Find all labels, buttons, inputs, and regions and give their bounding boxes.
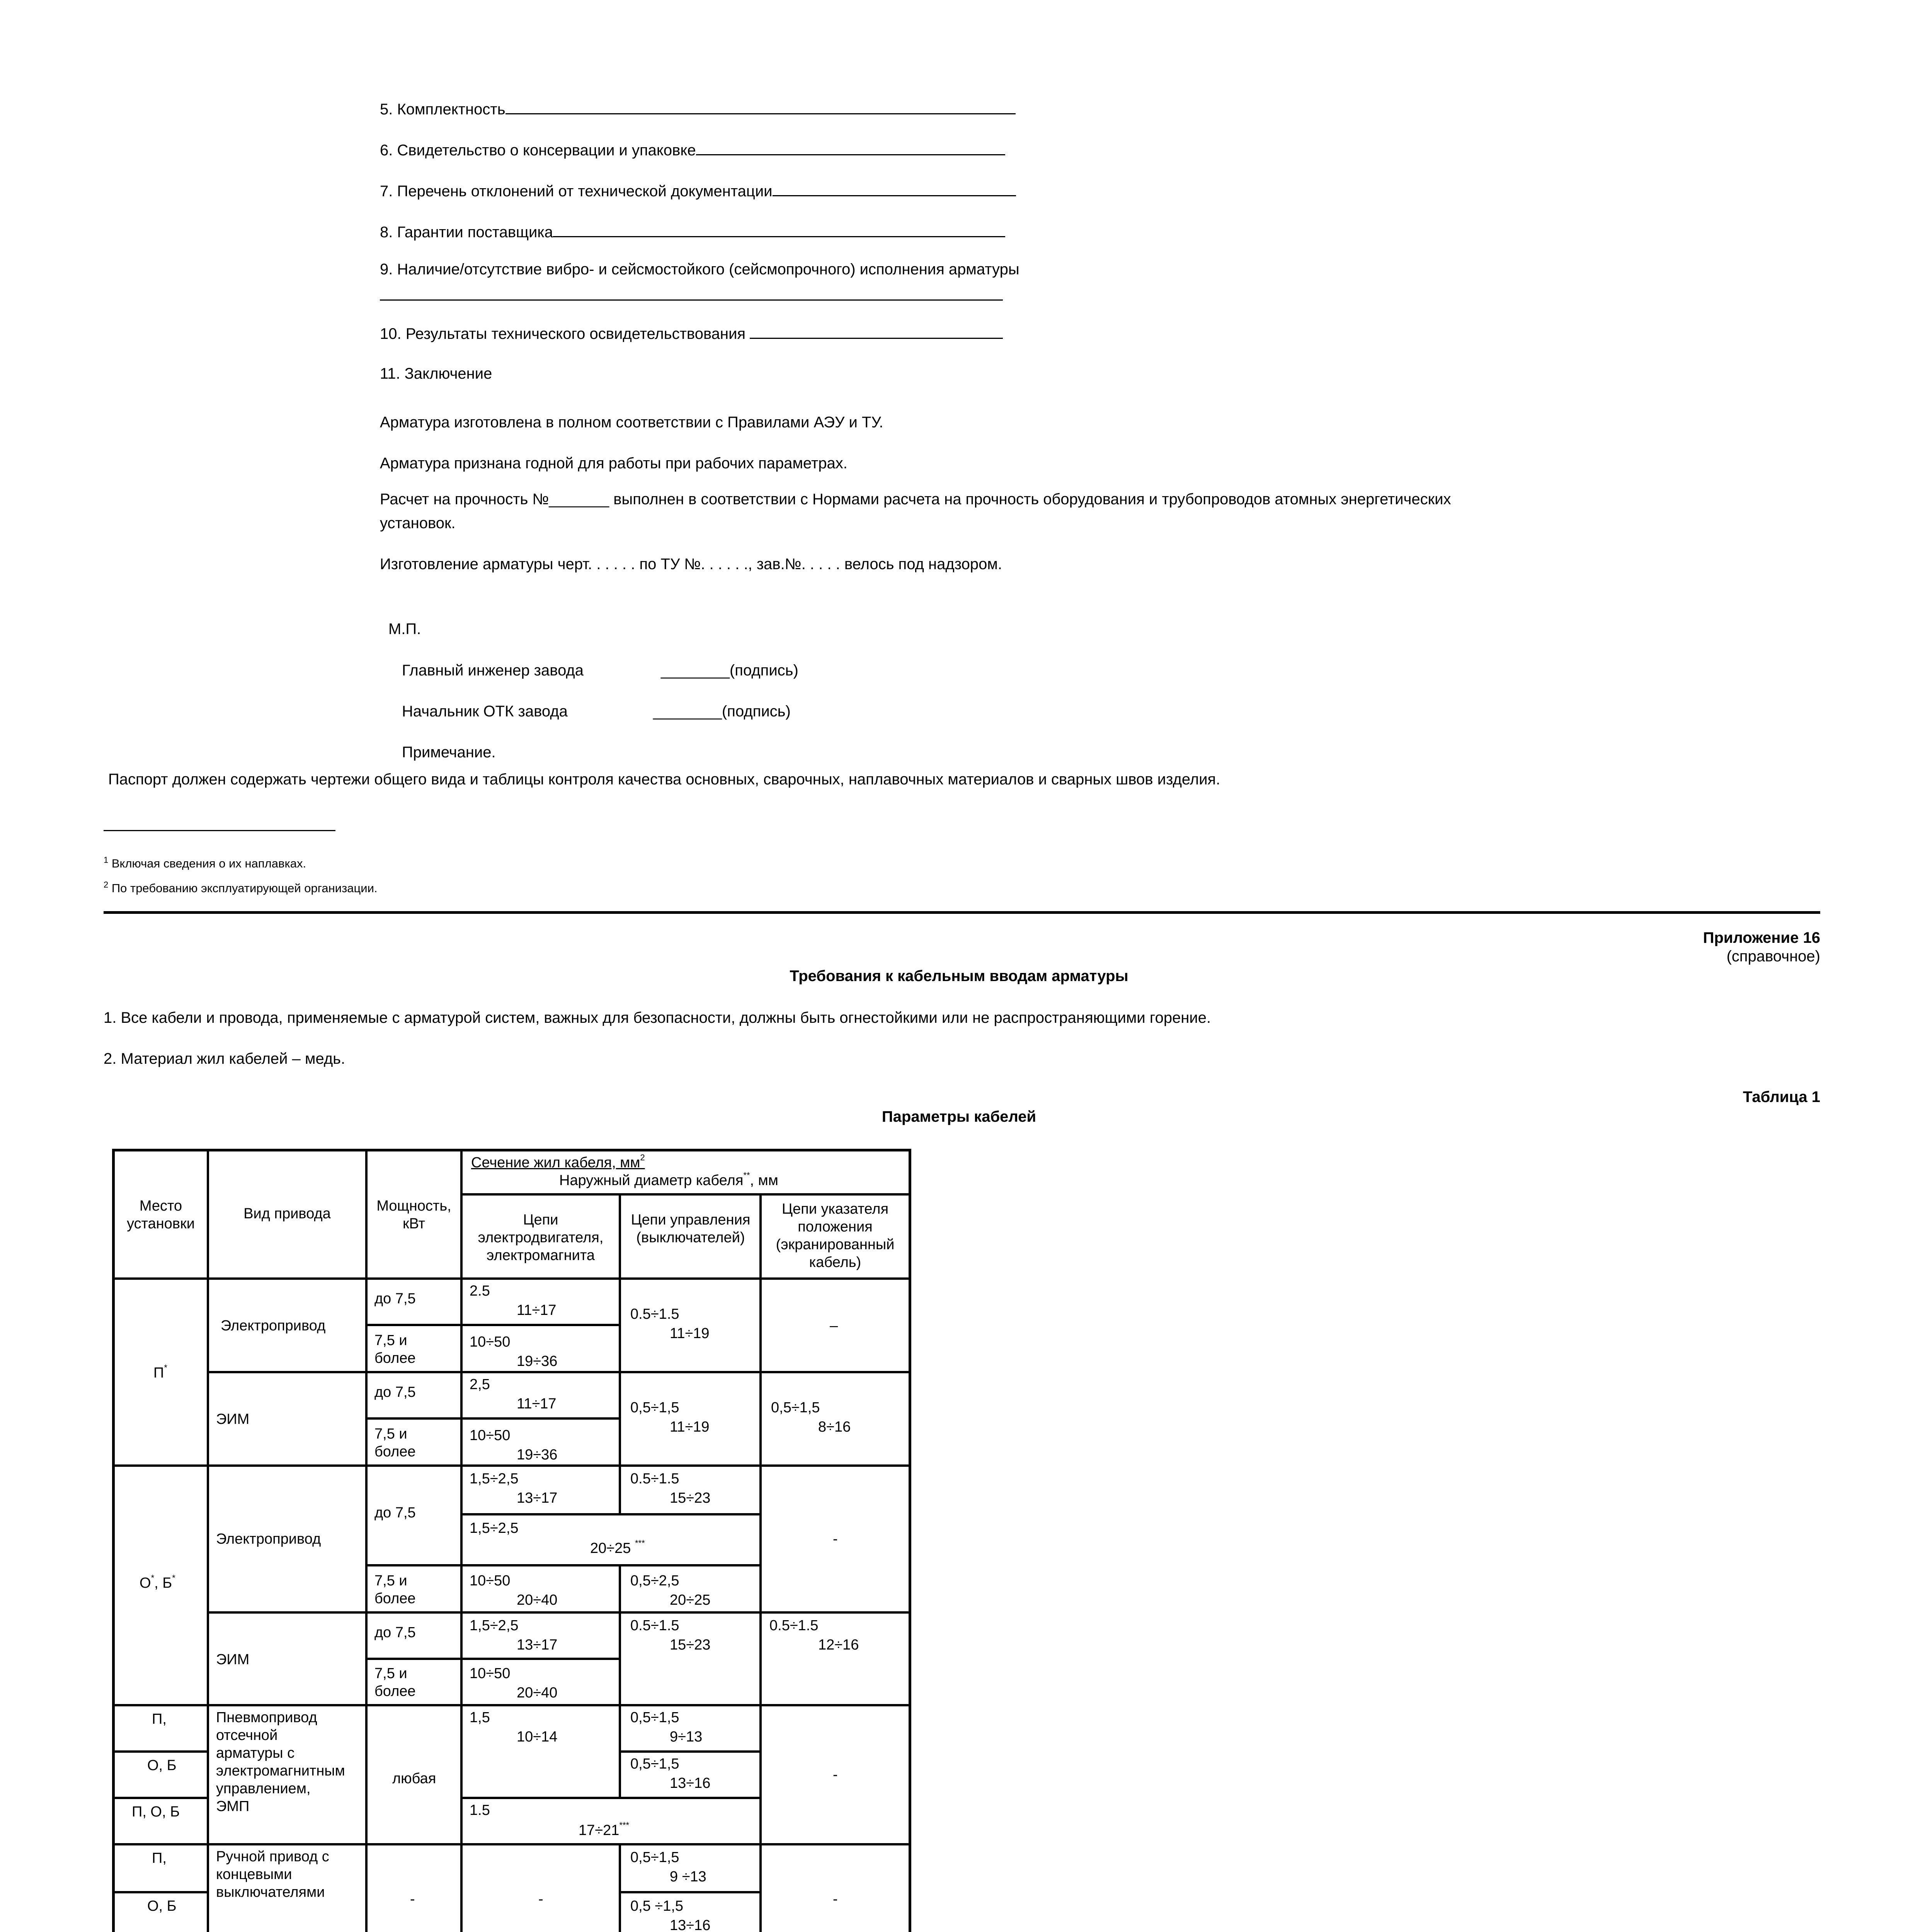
passport-note: Паспорт должен содержать чертежи общего вида и таблицы контроля качества основных, сварочных, наплавочных материалов и сварных швов изделия. — [108, 771, 1220, 788]
header-control-circuits: Цепи управления (выключателей) — [620, 1194, 761, 1279]
header-drive: Вид привода — [208, 1150, 366, 1279]
place-p: П* — [114, 1279, 208, 1466]
item-10: 10. Результаты технического освидетельствования — [380, 324, 1003, 343]
control-cell: 0,5 ÷1,5 13÷16 — [620, 1892, 761, 1932]
motor-cell: 2,5 11÷17 — [461, 1372, 620, 1418]
place-o-b: О*, Б* — [114, 1466, 208, 1705]
drive-eim: ЭИМ — [208, 1372, 366, 1466]
motor-cell: 10÷50 19÷36 — [461, 1325, 620, 1372]
combined-cable-cell: 1,5÷2,5 20÷25 *** — [461, 1514, 761, 1565]
indicator-cell: 0.5÷1.5 12÷16 — [761, 1612, 910, 1705]
chief-engineer-label: Главный инженер завода — [402, 662, 584, 679]
motor-cell: 10÷50 20÷40 — [461, 1565, 620, 1612]
cable-parameters-table — [112, 1149, 911, 1932]
header-section: Сечение жил кабеля, $мм^2$ Наружный диаметр кабеля**, мм — [461, 1150, 910, 1194]
power-cell: до 7,5 — [366, 1279, 461, 1325]
place-cell: О, Б — [114, 1752, 208, 1798]
header-power: Мощность, кВт — [366, 1150, 461, 1279]
footnote-1: $^1$ Включая сведения о их наплавках. — [104, 855, 306, 870]
power-cell: 7,5 и более — [366, 1659, 461, 1705]
fill-line[interactable] — [696, 140, 1005, 155]
place-cell: П, — [114, 1844, 208, 1892]
item-11: 11. Заключение — [380, 365, 492, 382]
place-cell: П, — [114, 1705, 208, 1752]
note-label: Примечание. — [402, 744, 496, 761]
fill-line[interactable] — [380, 299, 1003, 301]
otk-head-signature[interactable]: ________(подпись) — [653, 703, 791, 720]
conclusion-line-4: Изготовление арматуры черт. . . . . . по ТУ №. . . . . ., зав.№. . . . . велось под надзором. — [380, 556, 1002, 573]
fill-line[interactable] — [773, 181, 1016, 196]
indicator-cell: - — [761, 1466, 910, 1612]
control-cell: 0,5÷1,5 11÷19 — [620, 1372, 761, 1466]
indicator-cell: - — [761, 1844, 910, 1932]
combined-cable-cell: 1.5 17÷21*** — [461, 1798, 761, 1844]
item-8: 8. Гарантии поставщика — [380, 222, 1005, 242]
otk-head-label: Начальник ОТК завода — [402, 703, 568, 720]
drive-electric: Электропривод — [208, 1466, 366, 1612]
section-divider — [104, 911, 1820, 914]
motor-cell: 2.5 11÷17 — [461, 1279, 620, 1325]
power-cell: 7,5 и более — [366, 1565, 461, 1612]
fill-line[interactable] — [553, 222, 1005, 237]
item-9: 9. Наличие/отсутствие вибро- и сейсмостойкого (сейсмопрочного) исполнения арматуры — [380, 261, 1019, 278]
footnote-divider — [104, 830, 335, 831]
indicator-cell: - — [761, 1705, 910, 1844]
drive-pneumo: Пневмопривод отсечной арматуры с электромагнитным управлением, ЭМП — [208, 1705, 366, 1844]
drive-eim: ЭИМ — [208, 1612, 366, 1705]
appendix-16-heading: Требования к кабельным вводам арматуры — [790, 968, 1128, 985]
item-6: 6. Свидетельство о консервации и упаковке — [380, 140, 1005, 160]
control-cell: 0,5÷1,5 9 ÷13 — [620, 1844, 761, 1892]
table-label: Таблица 1 — [1743, 1088, 1820, 1105]
power-cell: до 7,5 — [366, 1466, 461, 1565]
appendix-16-title: Приложение 16 — [1703, 929, 1820, 946]
fill-line[interactable] — [750, 324, 1003, 339]
header-place: Место установки — [114, 1150, 208, 1279]
power-cell: любая — [366, 1705, 461, 1844]
control-cell: 0,5÷2,5 20÷25 — [620, 1565, 761, 1612]
motor-cell: 1,5÷2,5 13÷17 — [461, 1612, 620, 1659]
control-cell: 0.5÷1.5 11÷19 — [620, 1279, 761, 1372]
stamp-place: М.П. — [388, 621, 421, 638]
indicator-cell: – — [761, 1279, 910, 1372]
indicator-cell: 0,5÷1,5 8÷16 — [761, 1372, 910, 1466]
control-cell: 0.5÷1.5 15÷23 — [620, 1466, 761, 1514]
drive-electric: Электропривод — [208, 1279, 366, 1372]
appendix-16-p2: 2. Материал жил кабелей – медь. — [104, 1050, 345, 1067]
conclusion-line-3b: установок. — [380, 515, 456, 532]
power-cell: 7,5 и более — [366, 1418, 461, 1466]
header-motor-circuits: Цепи электродвигателя, электромагнита — [461, 1194, 620, 1279]
motor-cell: - — [461, 1844, 620, 1932]
control-cell: 0,5÷1,5 9÷13 — [620, 1705, 761, 1752]
appendix-16-subtitle: (справочное) — [1726, 948, 1820, 965]
motor-cell: 10÷50 19÷36 — [461, 1418, 620, 1466]
control-cell: 0,5÷1,5 13÷16 — [620, 1752, 761, 1798]
fill-line[interactable] — [505, 99, 1016, 114]
place-cell: П, О, Б — [114, 1798, 208, 1844]
appendix-16-p1: 1. Все кабели и провода, применяемые с арматурой систем, важных для безопасности, должны быть огнестойкими или не распространяющими горение. — [104, 1009, 1211, 1026]
item-5: 5. Комплектность — [380, 99, 1016, 119]
conclusion-line-3a: Расчет на прочность №_______ выполнен в соответствии с Нормами расчета на прочность оборудования и трубопроводов атомных энергетических — [380, 491, 1451, 508]
conclusion-line-2: Арматура признана годной для работы при рабочих параметрах. — [380, 455, 848, 472]
power-cell: 7,5 и более — [366, 1325, 461, 1372]
conclusion-line-1: Арматура изготовлена в полном соответствии с Правилами АЭУ и ТУ. — [380, 414, 883, 431]
motor-cell: 1,5÷2,5 13÷17 — [461, 1466, 620, 1514]
power-cell: - — [366, 1844, 461, 1932]
header-indicator-circuits: Цепи указателя положения (экранированный кабель) — [761, 1194, 910, 1279]
footnote-2: $^2$ По требованию эксплуатирующей организации. — [104, 880, 378, 895]
item-7: 7. Перечень отклонений от технической документации — [380, 181, 1016, 201]
table-title: Параметры кабелей — [882, 1108, 1036, 1125]
control-cell: 0.5÷1.5 15÷23 — [620, 1612, 761, 1705]
drive-manual: Ручной привод с концевыми выключателями — [208, 1844, 366, 1932]
chief-engineer-signature[interactable]: ________(подпись) — [661, 662, 798, 679]
power-cell: до 7,5 — [366, 1612, 461, 1659]
motor-cell: 10÷50 20÷40 — [461, 1659, 620, 1705]
place-cell: О, Б — [114, 1892, 208, 1932]
motor-cell: 1,5 10÷14 — [461, 1705, 620, 1798]
power-cell: до 7,5 — [366, 1372, 461, 1418]
